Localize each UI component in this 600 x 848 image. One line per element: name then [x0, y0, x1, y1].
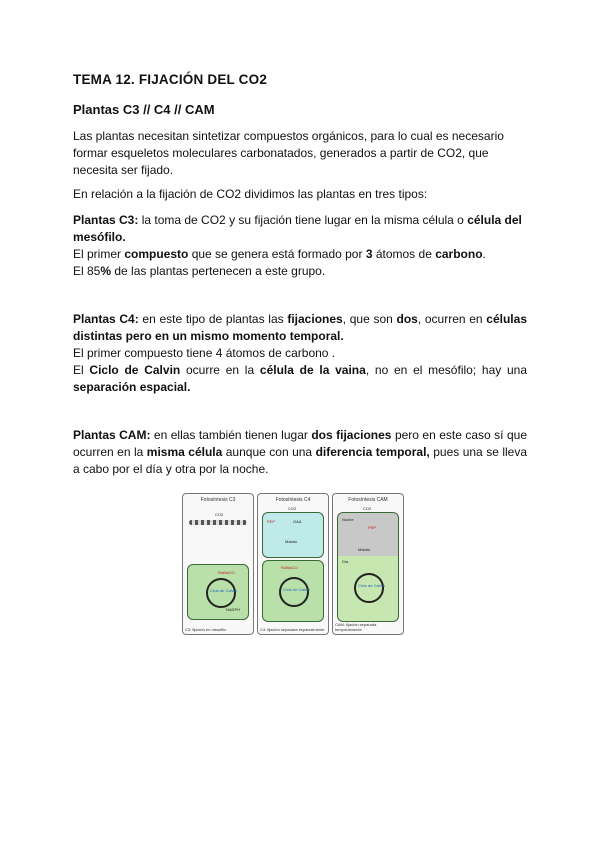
c3-text: la toma de CO2 y su fijación tiene lugar en la misma célula o	[138, 213, 468, 227]
c3-text: que se genera está formado por	[188, 247, 366, 261]
c4-text: El	[73, 363, 90, 377]
co2-label: CO2	[363, 506, 372, 511]
cam-bold-cell: misma célula	[146, 445, 223, 459]
co2-label: CO2	[215, 512, 224, 517]
night-label: Noche	[342, 517, 354, 522]
cam-text: aunque con una	[222, 445, 316, 459]
mesophyll-cell	[187, 564, 249, 620]
calvin-cycle-icon	[354, 573, 384, 603]
calvin-label: Ciclo de Calvin	[358, 583, 385, 588]
c4-bold-calvin: Ciclo de Calvin	[89, 363, 181, 377]
mesophyll-cell	[262, 512, 324, 558]
c3-bold-number: 3	[365, 247, 373, 261]
c3-text: El primer	[73, 247, 125, 261]
stomata-membrane	[189, 520, 247, 525]
rubisco-label: RuBisCO	[218, 570, 235, 575]
cam-section	[73, 427, 527, 478]
c4-bold-separation: separación espacial.	[73, 380, 191, 394]
c3-line-2	[73, 246, 527, 263]
c3-line-3	[73, 263, 527, 280]
c4-text: , que son	[342, 312, 397, 326]
calvin-label: Ciclo de Calvin	[283, 587, 310, 592]
c4-text: en este tipo de plantas las	[138, 312, 288, 326]
oaa-label: OAA	[293, 519, 302, 524]
c4-line-3: El primer compuesto tiene 4 átomos de carbono .	[73, 346, 336, 360]
c3-text: El 85	[73, 264, 101, 278]
calvin-label: Ciclo de Calvin	[210, 588, 237, 593]
c4-text: , ocurren en	[417, 312, 487, 326]
day-label: Día	[342, 559, 349, 564]
pep-label: PEP	[267, 519, 276, 524]
page-title: TEMA 12. FIJACIÓN DEL CO2	[73, 72, 268, 87]
c3-text: átomos de	[372, 247, 436, 261]
c3-section	[73, 212, 527, 280]
c3-bold-compound: compuesto	[124, 247, 189, 261]
cam-text: en ellas también tienen lugar	[150, 428, 312, 442]
c3-bold-cell: célula del mesófilo.	[73, 213, 522, 244]
section-subtitle: Plantas C3 // C4 // CAM	[73, 102, 215, 117]
c3-bold-carbon: carbono	[435, 247, 483, 261]
cam-bold-temporal: diferencia temporal,	[315, 445, 430, 459]
cam-bold-fijaciones: dos fijaciones	[311, 428, 392, 442]
c3-line-1	[73, 212, 527, 246]
c4-lines-4	[73, 362, 527, 396]
intro-paragraph: Las plantas necesitan sintetizar compuestos orgánicos, para lo cual es necesario formar esqueletos moleculares carbonatados, generados a partir de CO2, que necesita ser fijado.	[73, 129, 504, 177]
panel-title: Fotosíntesis C3	[200, 497, 236, 503]
panel-title: Fotosíntesis CAM	[348, 497, 388, 503]
c3-text: .	[482, 247, 486, 261]
c4-panel	[257, 493, 329, 635]
c4-bold-cells: células distintas pero en un mismo momento temporal.	[73, 312, 527, 343]
rubisco-label: RuBisCO	[281, 565, 298, 570]
malate-label: Malato	[358, 547, 371, 552]
c4-bold-vaina: célula de la vaina	[259, 363, 366, 377]
panel-caption: C4: fijación separada espacialmente	[260, 627, 325, 632]
panel-caption: CAM: fijación separada temporalmente	[335, 622, 377, 632]
cam-cell	[337, 512, 399, 622]
c4-bold-dos: dos	[396, 312, 418, 326]
panel-title: Fotosíntesis C4	[275, 497, 311, 503]
malate-label: Malato	[285, 539, 298, 544]
c3-bold-percent: %	[100, 264, 112, 278]
calvin-cycle-icon	[206, 578, 236, 608]
nadph-label: NADPH	[226, 607, 241, 612]
c3-text: de las plantas pertenecen a este grupo.	[111, 264, 326, 278]
c4-bold-fijaciones: fijaciones	[287, 312, 343, 326]
cam-label: Plantas CAM:	[73, 428, 151, 442]
c4-lines-1	[73, 311, 527, 345]
calvin-cycle-icon	[279, 577, 309, 607]
c4-text: , no en el mesófilo; hay una	[365, 363, 527, 377]
c3-label: Plantas C3:	[73, 213, 139, 227]
cam-panel	[332, 493, 404, 635]
c4-section	[73, 311, 527, 396]
panel-caption: C3: fijación en mesófilo	[185, 627, 227, 632]
relation-paragraph: En relación a la fijación de CO2 dividimos las plantas en tres tipos:	[73, 187, 428, 201]
co2-label: CO2	[288, 506, 297, 511]
c4-text: ocurre en la	[180, 363, 260, 377]
c3-panel	[182, 493, 254, 635]
pep-label: PEP	[368, 525, 377, 530]
cam-text: pero en este caso sí que ocurren en la	[73, 428, 527, 459]
cam-text: pues una se lleva a cabo por el día y otra por la noche.	[73, 445, 528, 476]
photosynthesis-figure	[180, 489, 404, 637]
bundle-sheath-cell	[262, 560, 324, 622]
c4-label: Plantas C4:	[73, 312, 139, 326]
